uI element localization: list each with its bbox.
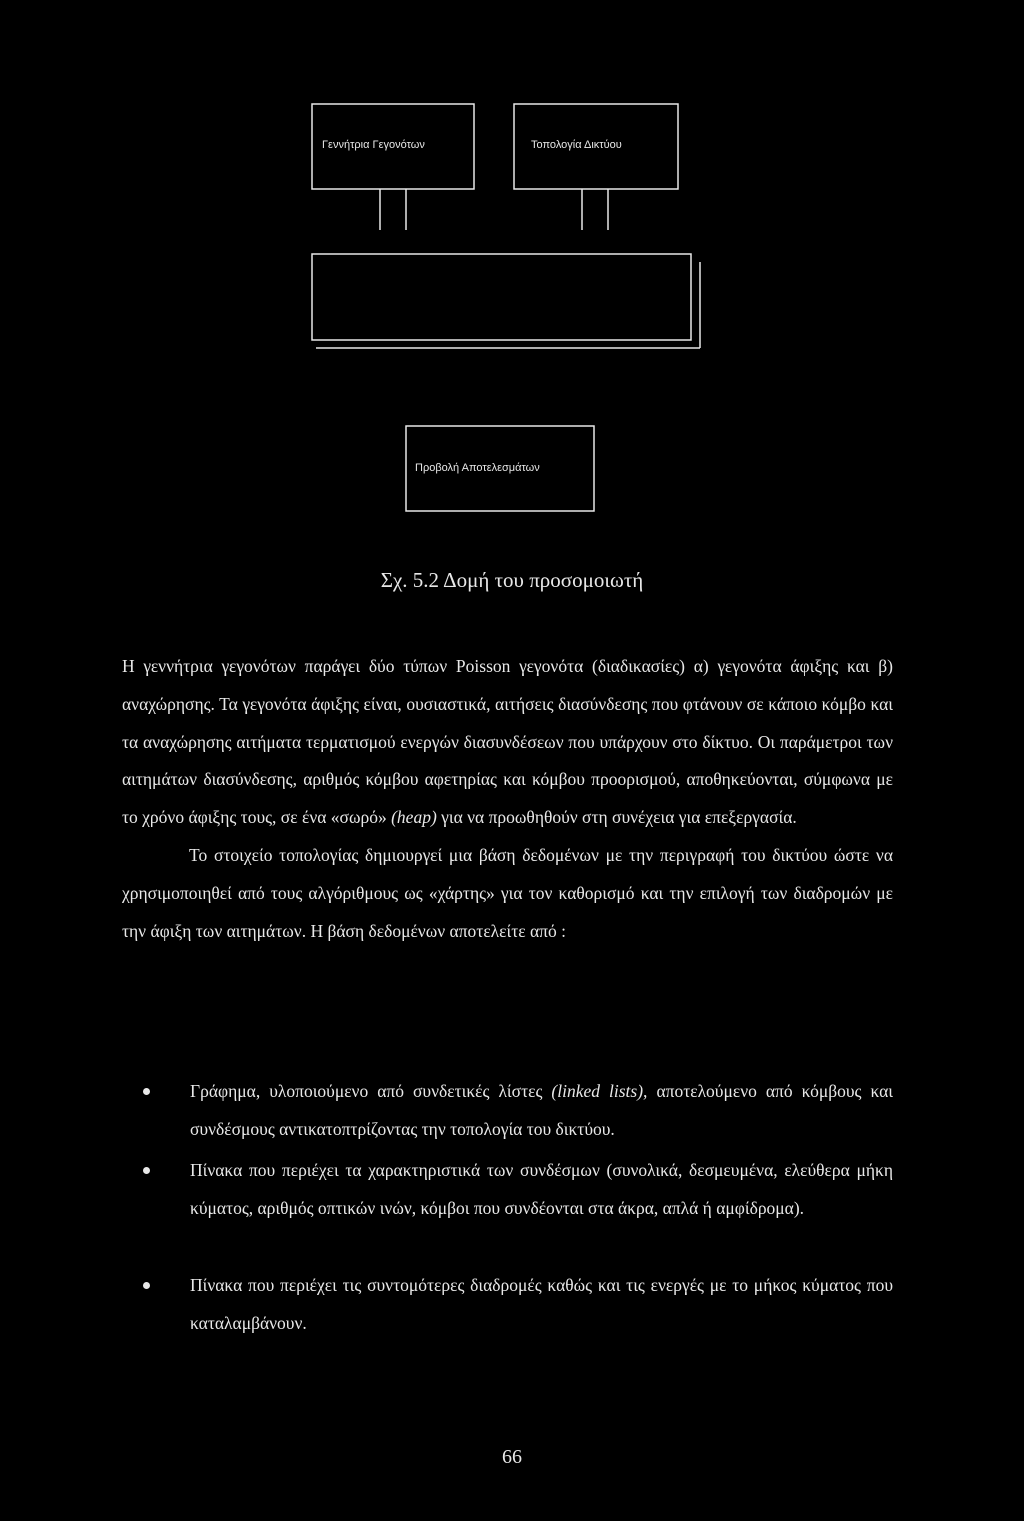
list-item: Πίνακα που περιέχει τις συντομότερες διαδρομές καθώς και τις ενεργές με το μήκος κύματος που καταλαμβάνουν. [148,1267,893,1343]
list-item: Γράφημα, υλοποιούμενο από συνδετικές λίστες (linked lists), αποτελούμενο από κόμβους και συνδέσμους αντικατοπτρίζοντας την τοπολογία του δικτύου. [148,1073,893,1149]
event-generator-label: Γεννήτρια Γεγονότων [322,139,425,151]
processing-box [312,254,691,340]
paragraph-event-generator: Η γεννήτρια γεγονότων παράγει δύο τύπων Poisson γεγονότα (διαδικασίες) α) γεγονότα άφιξης και β) αναχώρησης. Τα γεγονότα άφιξης είναι, ουσιαστικά, αιτήσεις διασύνδεσης που φτάνουν σε κάποιο κόμβο και τα αναχώρησης αιτήματα τερματισμού ενεργών διασυνδέσεων που υπάρχουν στο δίκτυο. Οι παράμετροι των αιτημάτων διασύνδεσης, αριθμός κόμβου αφετηρίας και κόμβου προορισμού, αποθηκεύονται, σύμφωνα με το χρόνο άφιξης τους, σε ένα «σωρό» (heap) για να προωθηθούν στη συνέχεια για επεξεργασία. [122,656,893,828]
bullet-icon [143,1167,150,1174]
body-text [122,648,893,950]
simulator-structure-diagram [0,0,1024,560]
diagram-lines [0,0,1024,560]
bullet-icon [143,1088,150,1095]
bullet-icon [143,1282,150,1289]
results-view-label: Προβολή Αποτελεσμάτων [415,462,540,474]
heap-term: (heap) [391,807,437,828]
page-number: 66 [502,1446,522,1468]
list-item: Πίνακα που περιέχει τα χαρακτηριστικά των συνδέσμων (συνολικά, δεσμευμένα, ελεύθερα μήκη κύματος, αριθμός οπτικών ινών, κόμβοι που συνδέονται στα άκρα, απλά ή αμφίδρομα). [148,1152,893,1228]
linked-lists-term: (linked lists), [551,1081,648,1101]
figure-caption: Σχ. 5.2 Δομή του προσομοιωτή [380,568,644,592]
network-topology-label: Τοπολογία Δικτύου [531,139,622,151]
paragraph-topology: Το στοιχείο τοπολογίας δημιουργεί μια βάση δεδομένων με την περιγραφή του δικτύου ώστε να χρησιμοποιηθεί από τους αλγόριθμους ως «χάρτης» για τον καθορισμό και την επιλογή των διαδρομών με την άφιξη των αιτημάτων. Η βάση δεδομένων αποτελείτε από : [122,844,893,941]
